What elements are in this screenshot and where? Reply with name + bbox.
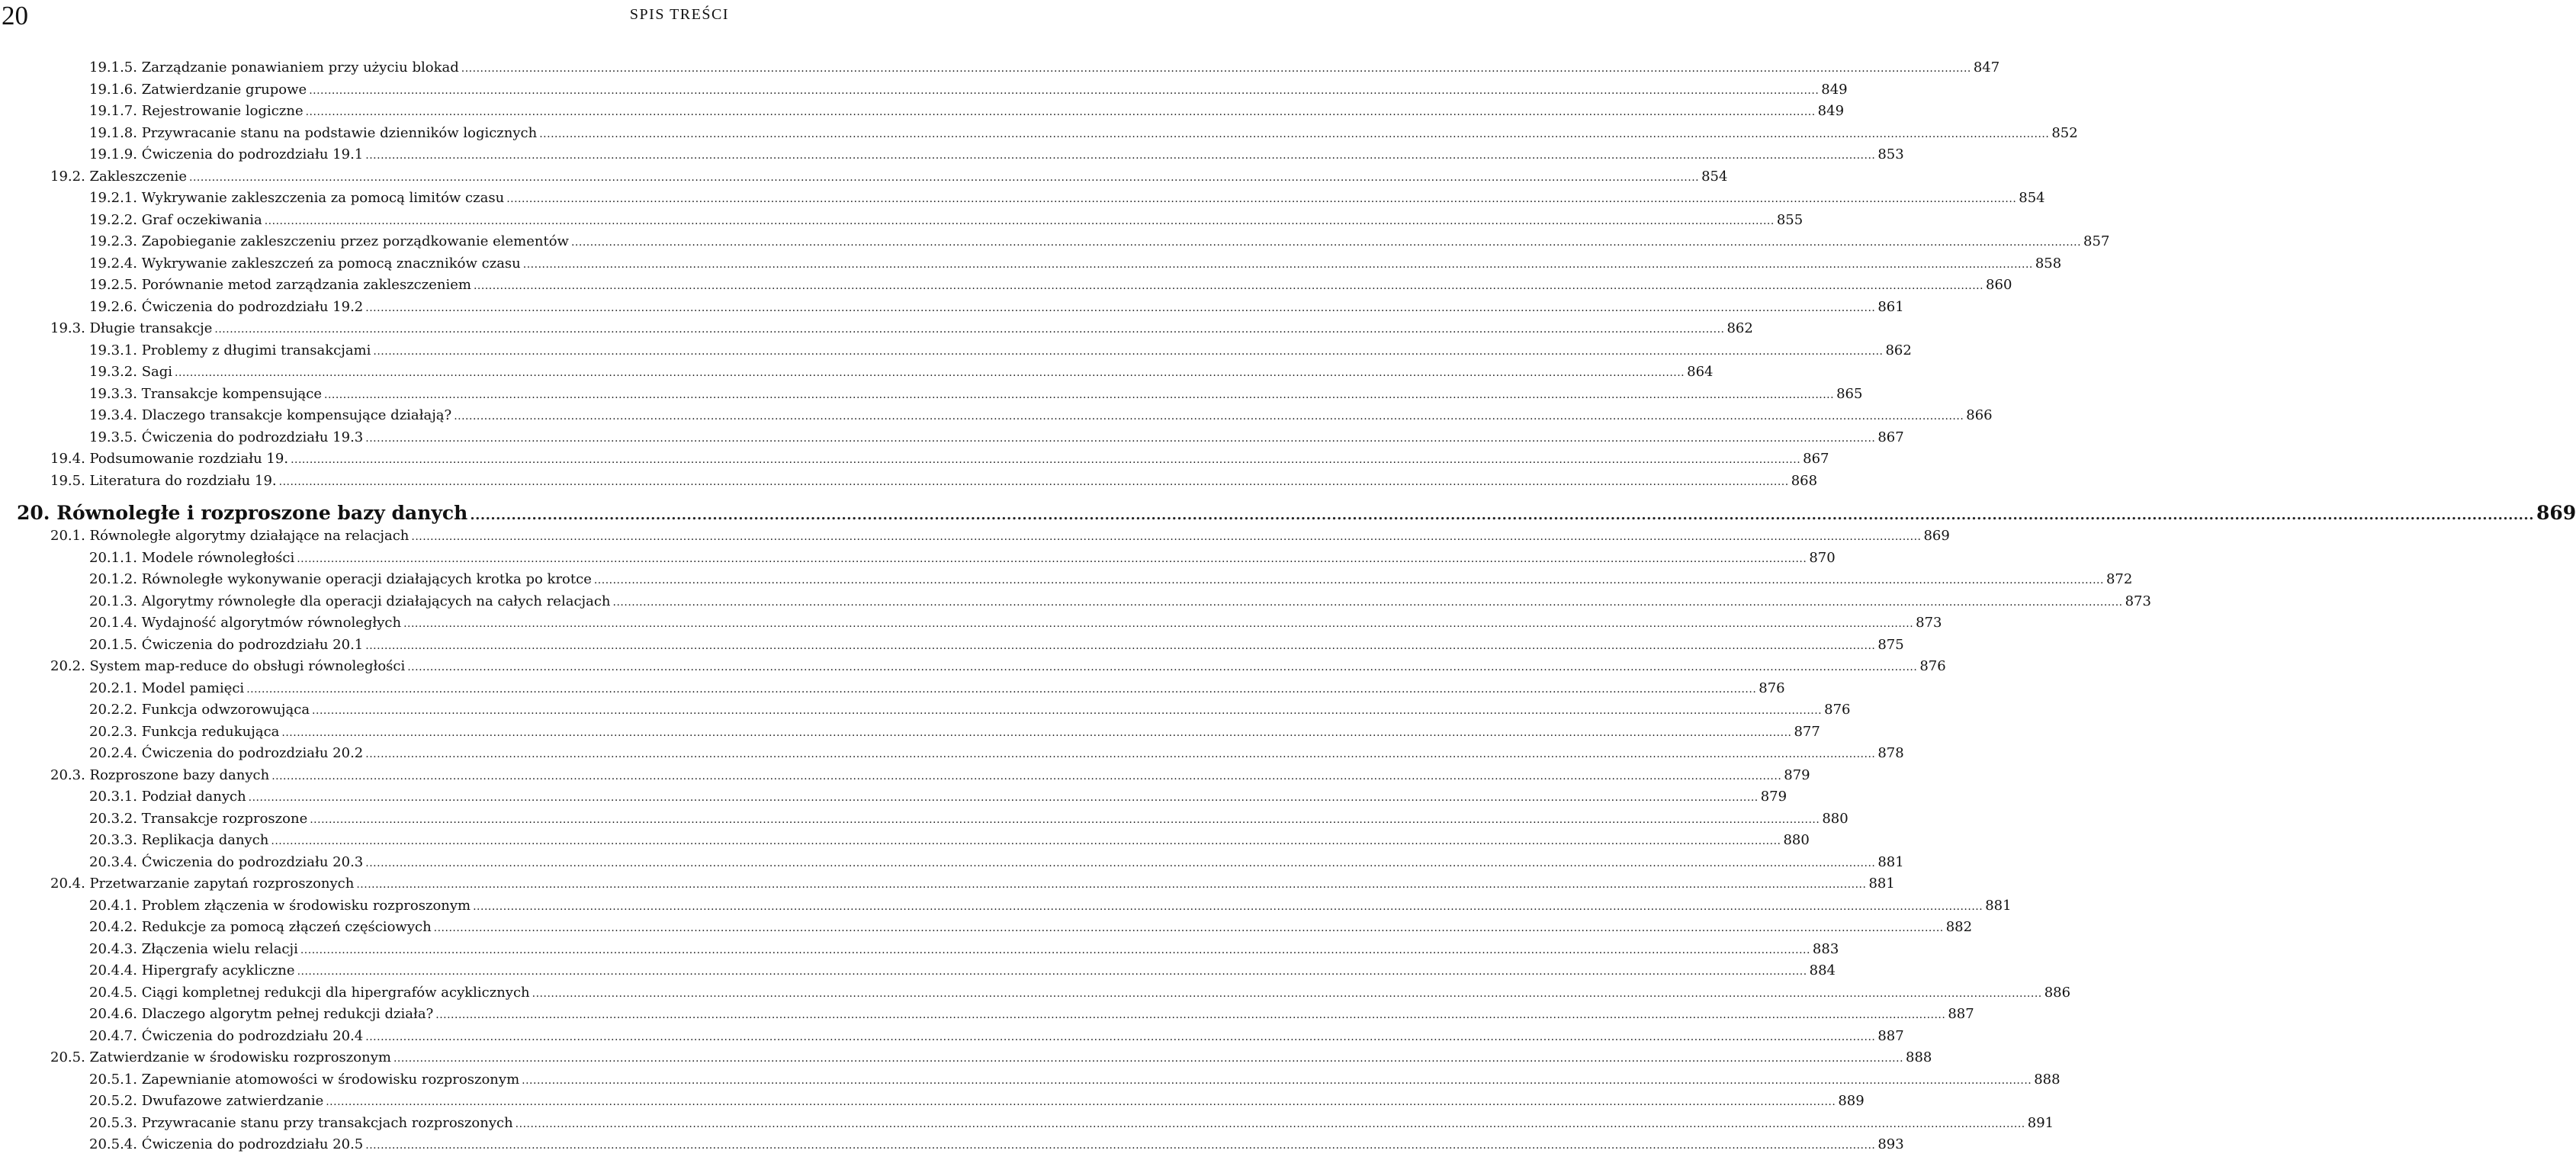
toc-entry-page: 869 [2536,502,2576,524]
toc-entry-page: 873 [1916,615,1942,631]
toc-chapter-entry [17,502,2576,528]
toc-entry-label: 20.1.3. Algorytmy równoległe dla operacji działających na całych relacjach [89,593,611,609]
toc-entry [89,103,1845,123]
toc-entry-page: 893 [1877,1136,1904,1152]
toc-entry-page: 866 [1966,407,1993,423]
toc-entry-page: 864 [1687,364,1714,380]
toc-entry-label: 20.5.4. Ćwiczenia do podrozdziału 20.5 [89,1136,364,1152]
toc-entry [50,451,1829,471]
toc-entry-page: 877 [1794,723,1820,740]
dot-leader: ................................................................................................................................................................................................................................................................................................................................................................................................................ [403,618,1914,630]
dot-leader: ................................................................................................................................................................................................................................................................................................................................................................................................................ [309,84,1820,97]
toc-entry-page: 888 [2034,1071,2060,1088]
toc-entry-label: 20.4.1. Problem złączenia w środowisku rozproszonym [89,897,471,914]
toc-entry-label: 20.4.6. Dlaczego algorytm pełnej redukcji działa? [89,1006,434,1022]
dot-leader: ................................................................................................................................................................................................................................................................................................................................................................................................................ [300,943,1810,956]
toc-entry-page: 847 [1973,59,2000,76]
toc-entry-label: 20.1.5. Ćwiczenia do podrozdziału 20.1 [89,636,364,653]
dot-leader: ................................................................................................................................................................................................................................................................................................................................................................................................................ [365,748,1876,760]
page-number: 20 [2,1,28,31]
toc-entry-page: 875 [1877,636,1904,653]
toc-entry-page: 887 [1877,1027,1904,1044]
toc-entry [89,255,2062,275]
toc-entry [89,615,1942,635]
dot-leader: ................................................................................................................................................................................................................................................................................................................................................................................................................ [612,596,2123,609]
toc-entry-page: 880 [1822,810,1848,827]
toc-entry [89,1071,2060,1091]
toc-entry-page: 867 [1803,451,1829,467]
toc-entry-page: 881 [1868,876,1895,892]
toc-entry [89,832,1810,852]
toc-entry [89,1093,1865,1113]
toc-entry-label: 19.2.3. Zapobieganie zakleszczeniu przez porządkowanie elementów [89,233,569,249]
toc-entry-label: 20.4.4. Hipergrafy acykliczne [89,962,295,978]
toc-entry-label: 20.4.3. Złączenia wielu relacji [89,940,298,957]
toc-entry-label: 20. Równoległe i rozproszone bazy danych [17,502,468,524]
toc-entry [89,571,2133,591]
toc-entry-label: 19.4. Podsumowanie rozdziału 19. [50,451,289,467]
toc-entry-page: 865 [1836,385,1863,402]
toc-entry-label: 20.3. Rozproszone bazy danych [50,766,270,783]
toc-entry [89,190,2045,210]
toc-entry-label: 19.2.5. Porównanie metod zarządzania zakleszczeniem [89,277,471,293]
dot-leader: ................................................................................................................................................................................................................................................................................................................................................................................................................ [356,879,1867,891]
toc-entry-page: 852 [2051,124,2078,141]
dot-leader: ................................................................................................................................................................................................................................................................................................................................................................................................................ [515,1117,2025,1130]
toc-entry-label: 20.3.4. Ćwiczenia do podrozdziału 20.3 [89,853,364,870]
toc-entry-page: 879 [1784,766,1810,783]
toc-entry-page: 855 [1776,211,1804,228]
toc-entry-page: 869 [1923,528,1950,544]
toc-entry-label: 20.1. Równoległe algorytmy działające na relacjach [50,528,410,544]
toc-entry-label: 20.4.5. Ciągi kompletnej redukcji dla hipergrafów acyklicznych [89,984,530,1001]
toc-entry-label: 19.1.7. Rejestrowanie logiczne [89,103,304,119]
toc-entry-page: 860 [1986,277,2012,293]
toc-entry [89,233,2110,253]
toc-entry-page: 873 [2125,593,2151,609]
dot-leader: ................................................................................................................................................................................................................................................................................................................................................................................................................ [248,792,1759,804]
dot-leader: ................................................................................................................................................................................................................................................................................................................................................................................................................ [305,106,1816,118]
dot-leader: ................................................................................................................................................................................................................................................................................................................................................................................................................ [312,705,1823,717]
toc-entry-page: 876 [1919,658,1946,674]
toc-entry-label: 19.2.4. Wykrywanie zakleszczeń za pomocą znaczników czasu [89,255,521,272]
dot-leader: ................................................................................................................................................................................................................................................................................................................................................................................................................ [470,507,2534,523]
dot-leader: ................................................................................................................................................................................................................................................................................................................................................................................................................ [264,214,1775,227]
dot-leader: ................................................................................................................................................................................................................................................................................................................................................................................................................ [532,987,2042,1000]
toc-entry [89,723,1820,744]
dot-leader: ................................................................................................................................................................................................................................................................................................................................................................................................................ [310,813,1820,826]
toc-entry-page: 849 [1821,81,1848,98]
toc-entry-page: 883 [1812,940,1839,957]
toc-entry-label: 20.4.7. Ćwiczenia do podrozdziału 20.4 [89,1027,364,1044]
toc-entry [89,211,1804,232]
toc-entry-label: 20.5.3. Przywracanie stanu przy transakcjach rozproszonych [89,1114,513,1131]
dot-leader: ................................................................................................................................................................................................................................................................................................................................................................................................................ [435,1009,1946,1021]
toc-entry-label: 19.1.5. Zarządzanie ponawianiem przy użyciu blokad [89,59,459,76]
toc-entry-page: 854 [2019,190,2045,206]
toc-entry-label: 19.3.1. Problemy z długimi transakcjami [89,342,371,358]
dot-leader: ................................................................................................................................................................................................................................................................................................................................................................................................................ [539,127,2050,140]
toc-entry [89,298,1904,319]
toc-entry [50,1049,1932,1069]
dot-leader: ................................................................................................................................................................................................................................................................................................................................................................................................................ [407,661,1918,673]
toc-entry-page: 889 [1838,1093,1865,1109]
dot-leader: ................................................................................................................................................................................................................................................................................................................................................................................................................ [278,475,1789,488]
toc-entry-page: 888 [1906,1049,1932,1065]
toc-entry [50,876,1895,895]
dot-leader: ................................................................................................................................................................................................................................................................................................................................................................................................................ [506,193,2017,205]
dot-leader: ................................................................................................................................................................................................................................................................................................................................................................................................................ [271,835,1781,847]
toc-entry [89,429,1904,449]
toc-entry-page: 872 [2105,571,2133,587]
toc-entry [89,962,1836,982]
toc-entry-label: 19.3.2. Sagi [89,364,173,380]
dot-leader: ................................................................................................................................................................................................................................................................................................................................................................................................................ [246,683,1757,696]
toc-entry [89,124,2078,145]
toc-entry-page: 857 [2083,233,2110,249]
toc-entry-page: 861 [1877,298,1904,315]
dot-leader: ................................................................................................................................................................................................................................................................................................................................................................................................................ [433,922,1944,934]
dot-leader: ................................................................................................................................................................................................................................................................................................................................................................................................................ [365,301,1876,314]
toc-entry-page: 886 [2044,984,2071,1001]
dot-leader: ................................................................................................................................................................................................................................................................................................................................................................................................................ [365,856,1876,869]
toc-entry [50,320,1753,340]
toc-entry-label: 20.1.4. Wydajność algorytmów równoległych [89,615,402,631]
toc-entry-page: 884 [1809,962,1836,978]
dot-leader: ................................................................................................................................................................................................................................................................................................................................................................................................................ [365,1139,1876,1152]
toc-entry-page: 887 [1948,1006,1974,1022]
dot-leader: ................................................................................................................................................................................................................................................................................................................................................................................................................ [291,454,1801,466]
toc-entry-label: 19.5. Literatura do rozdziału 19. [50,472,277,489]
toc-entry-label: 20.4. Przetwarzanie zapytań rozproszonych [50,876,355,892]
toc-entry-page: 881 [1985,897,2012,914]
toc-entry [89,81,1848,101]
dot-leader: ................................................................................................................................................................................................................................................................................................................................................................................................................ [271,770,1782,782]
toc-entry-page: 862 [1726,320,1753,336]
toc-entry-label: 19.3.3. Transakcje kompensujące [89,385,322,402]
dot-leader: ................................................................................................................................................................................................................................................................................................................................................................................................................ [393,1052,1904,1065]
toc-entry-label: 20.4.2. Redukcje za pomocą złączeń częściowych [89,919,432,935]
dot-leader: ................................................................................................................................................................................................................................................................................................................................................................................................................ [365,149,1876,162]
toc-entry-page: 878 [1877,745,1904,761]
toc-entry [89,146,1904,166]
toc-entry-page: 870 [1809,549,1836,566]
toc-entry-page: 881 [1877,853,1904,870]
dot-leader: ................................................................................................................................................................................................................................................................................................................................................................................................................ [365,639,1876,652]
toc-entry-page: 858 [2035,255,2062,272]
toc-entry-page: 862 [1885,342,1912,358]
dot-leader: ................................................................................................................................................................................................................................................................................................................................................................................................................ [411,531,1922,543]
toc-entry [89,919,1973,939]
toc-entry-label: 19.2.6. Ćwiczenia do podrozdziału 19.2 [89,298,364,315]
toc-entry [50,528,1950,548]
toc-entry-page: 876 [1824,702,1851,718]
toc-entry [89,1114,2054,1135]
toc-entry-label: 20.3.3. Replikacja danych [89,832,269,848]
toc-entry [50,766,1810,787]
toc-entry-label: 20.1.2. Równoległe wykonywanie operacji działających krotka po krotce [89,571,592,587]
toc-entry [89,593,2151,613]
toc-entry-label: 20.2. System map-reduce do obsługi równoległości [50,658,406,674]
toc-entry [89,407,1993,427]
toc-entry-label: 19.3. Długie transakcje [50,320,213,336]
toc-entry-page: 868 [1791,472,1818,489]
toc-entry-label: 20.5. Zatwierdzanie w środowisku rozproszonym [50,1049,391,1065]
page-header [0,0,732,40]
toc-entry-label: 20.2.4. Ćwiczenia do podrozdziału 20.2 [89,745,364,761]
toc-entry [89,789,1787,808]
toc-entry [89,1006,1974,1026]
toc-entry [89,342,1912,362]
toc-entry [89,940,1839,961]
dot-leader: ................................................................................................................................................................................................................................................................................................................................................................................................................ [473,280,1984,292]
toc-entry-label: 20.5.1. Zapewnianie atomowości w środowisku rozproszonym [89,1071,520,1088]
toc-entry-page: 867 [1877,429,1904,445]
dot-leader: ................................................................................................................................................................................................................................................................................................................................................................................................................ [189,171,1700,184]
dot-leader: ................................................................................................................................................................................................................................................................................................................................................................................................................ [324,388,1835,401]
toc-entry [89,364,1714,384]
toc-entry-label: 19.1.9. Ćwiczenia do podrozdziału 19.1 [89,146,364,162]
toc-entry-label: 20.3.1. Podział danych [89,789,246,805]
toc-entry-label: 20.1.1. Modele równoległości [89,549,295,566]
toc-entry [89,277,2012,297]
toc-entry [89,1027,1904,1048]
toc-entry-label: 20.2.2. Funkcja odwzorowująca [89,702,310,718]
toc-entry [89,984,2071,1004]
toc-entry [50,472,1818,493]
toc-entry [89,702,1851,721]
toc-entry-label: 19.1.6. Zatwierdzanie grupowe [89,81,307,98]
dot-leader: ................................................................................................................................................................................................................................................................................................................................................................................................................ [326,1096,1836,1108]
toc-entry [89,636,1904,657]
toc-entry-page: 880 [1783,832,1810,848]
dot-leader: ................................................................................................................................................................................................................................................................................................................................................................................................................ [297,552,1807,565]
toc-entry [89,680,1785,700]
toc-entry [89,745,1904,765]
dot-leader: ................................................................................................................................................................................................................................................................................................................................................................................................................ [297,966,1807,978]
dot-leader: ................................................................................................................................................................................................................................................................................................................................................................................................................ [570,236,2082,249]
toc-entry-label: 19.2.2. Graf oczekiwania [89,211,262,228]
toc-entry-label: 20.2.3. Funkcja redukująca [89,723,280,740]
dot-leader: ................................................................................................................................................................................................................................................................................................................................................................................................................ [454,410,1964,423]
toc-entry [89,897,2012,917]
dot-leader: ................................................................................................................................................................................................................................................................................................................................................................................................................ [522,1074,2032,1087]
dot-leader: ................................................................................................................................................................................................................................................................................................................................................................................................................ [373,345,1884,358]
toc-entry [89,810,1848,831]
toc-entry-label: 19.1.8. Przywracanie stanu na podstawie dzienników logicznych [89,124,538,141]
toc-entry-page: 849 [1817,103,1845,119]
toc-entry-label: 19.2. Zakleszczenie [50,168,188,185]
dot-leader: ................................................................................................................................................................................................................................................................................................................................................................................................................ [473,900,1983,913]
toc-entry [89,385,1863,406]
dot-leader: ................................................................................................................................................................................................................................................................................................................................................................................................................ [175,367,1685,379]
toc-entry-label: 19.3.5. Ćwiczenia do podrozdziału 19.3 [89,429,364,445]
toc-entry-page: 853 [1877,146,1904,162]
toc-entry [89,59,2000,79]
toc-entry-page: 854 [1701,168,1728,185]
dot-leader: ................................................................................................................................................................................................................................................................................................................................................................................................................ [365,1030,1876,1043]
dot-leader: ................................................................................................................................................................................................................................................................................................................................................................................................................ [281,726,1792,739]
toc-entry-page: 882 [1945,919,1973,935]
toc-entry [89,1136,1904,1156]
dot-leader: ................................................................................................................................................................................................................................................................................................................................................................................................................ [214,323,1725,336]
toc-entry [50,168,1728,188]
toc-entry-page: 891 [2027,1114,2054,1131]
toc-entry-label: 20.5.2. Dwufazowe zatwierdzanie [89,1093,324,1109]
toc-entry-label: 20.3.2. Transakcje rozproszone [89,810,308,827]
toc-entry-label: 19.3.4. Dlaczego transakcje kompensujące działają? [89,407,452,423]
toc-entry-page: 876 [1759,680,1785,696]
running-title: SPIS TREŚCI [629,6,729,23]
dot-leader: ................................................................................................................................................................................................................................................................................................................................................................................................................ [461,63,1971,75]
dot-leader: ................................................................................................................................................................................................................................................................................................................................................................................................................ [522,258,2033,271]
toc-entry-label: 19.2.1. Wykrywanie zakleszczenia za pomocą limitów czasu [89,190,505,206]
dot-leader: ................................................................................................................................................................................................................................................................................................................................................................................................................ [365,432,1876,445]
toc-entry-label: 20.2.1. Model pamięci [89,680,245,696]
toc-entry [89,853,1904,874]
toc-entry-page: 879 [1760,789,1787,805]
toc-entry [50,658,1946,678]
toc-entry [89,549,1836,570]
dot-leader: ................................................................................................................................................................................................................................................................................................................................................................................................................ [593,574,2104,586]
